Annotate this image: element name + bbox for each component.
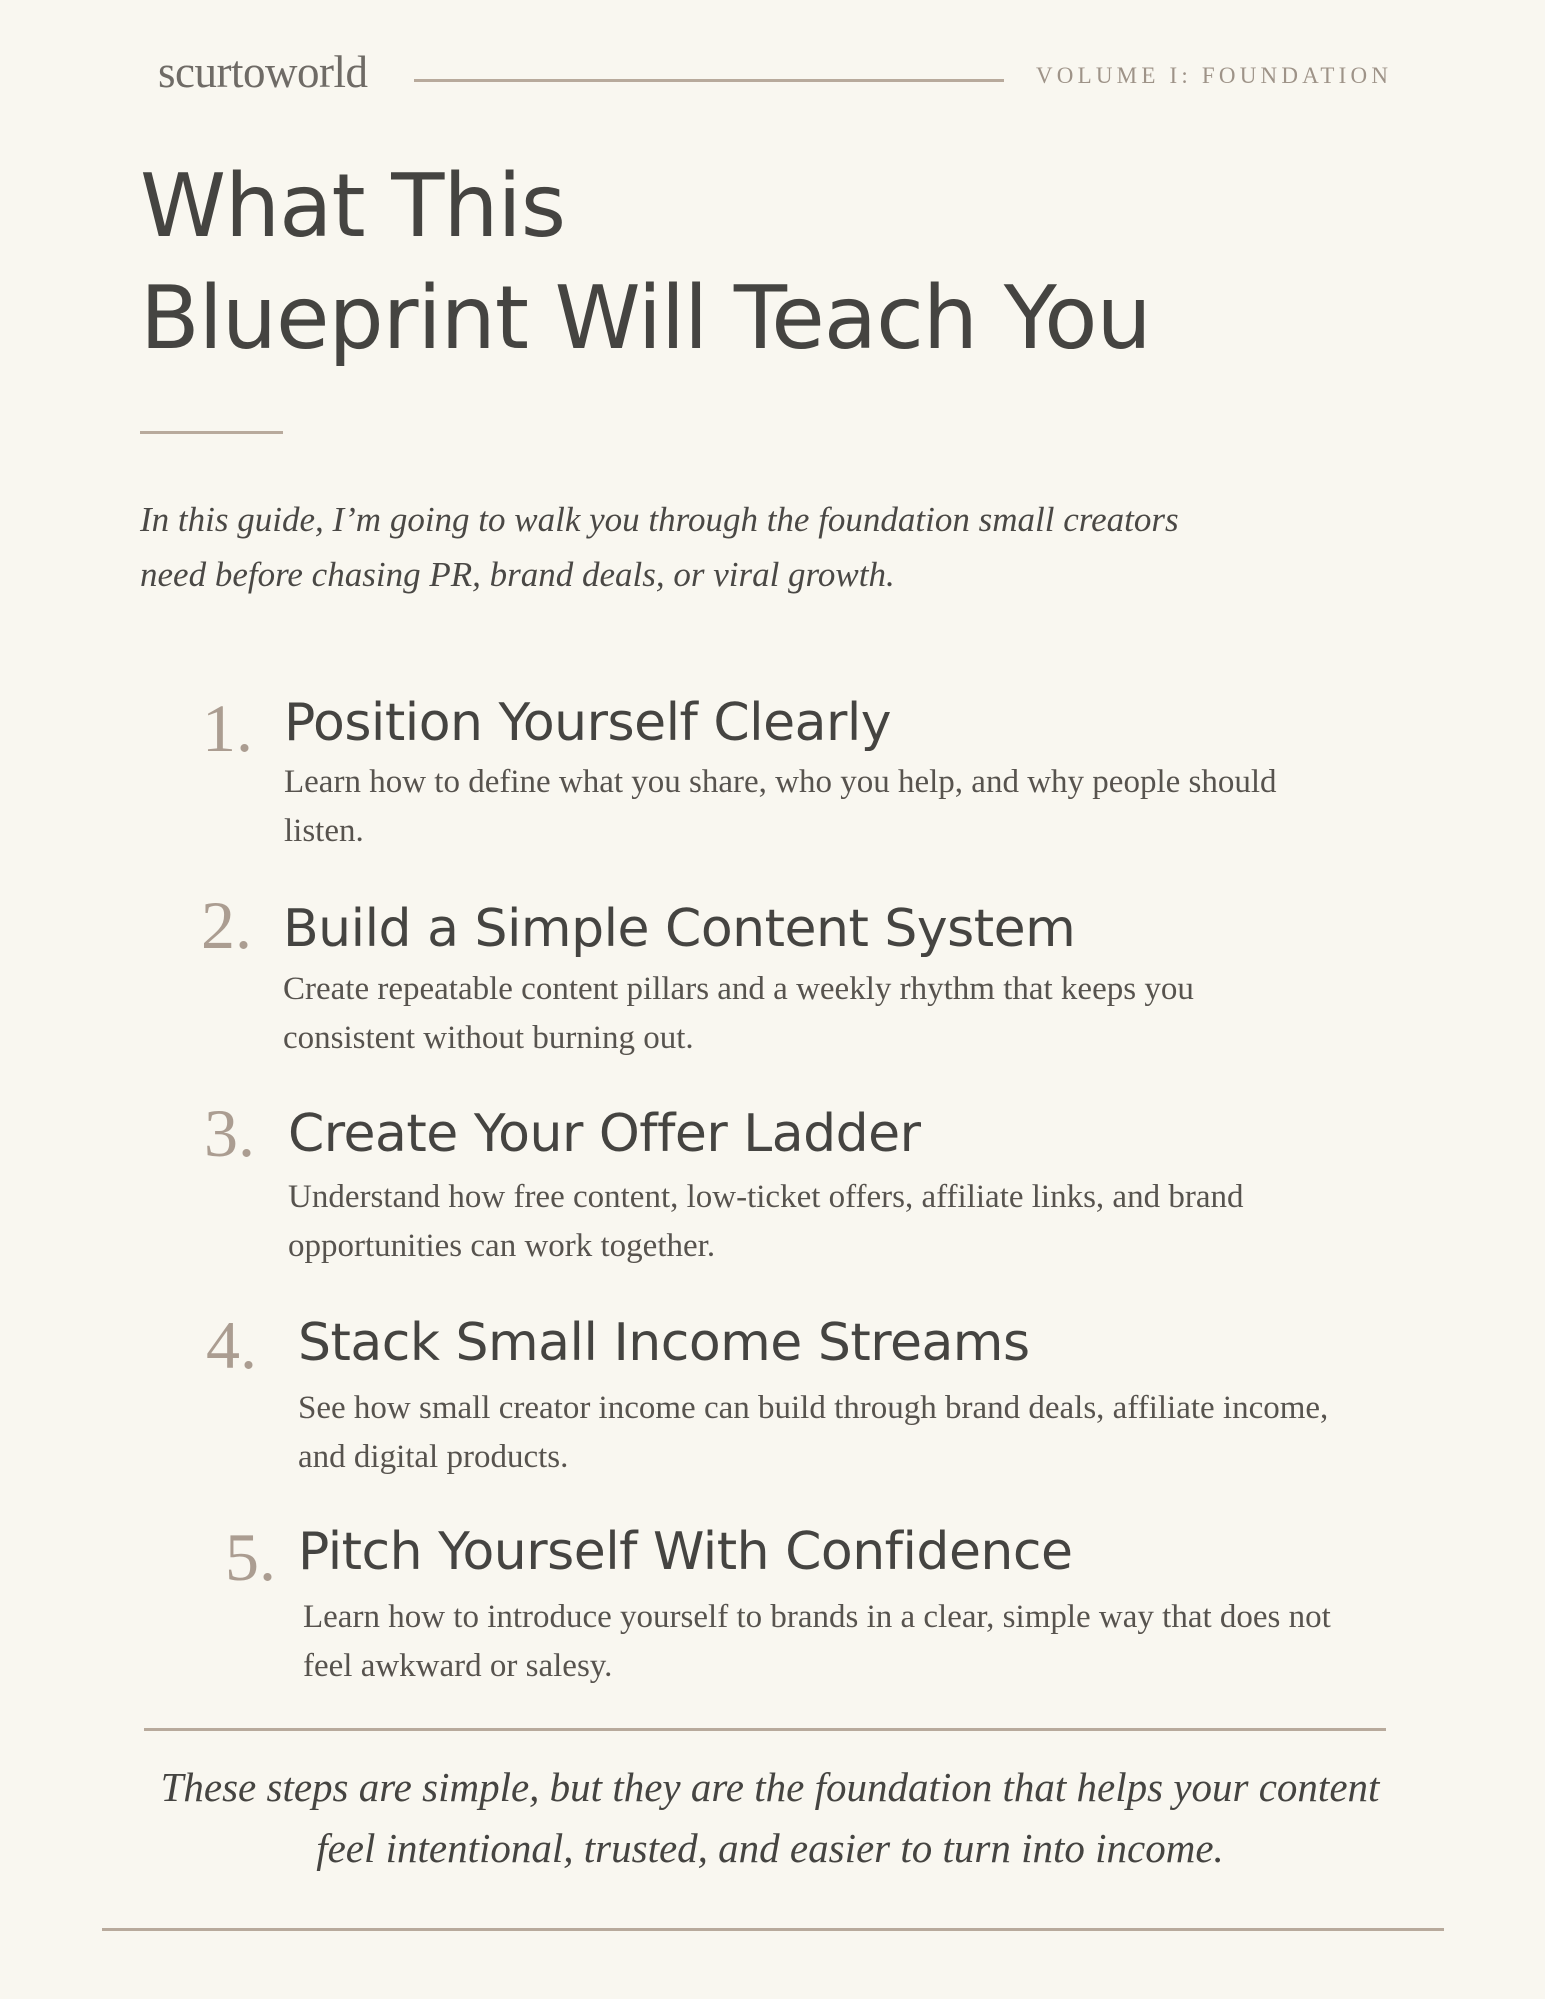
step-number: 1. [202,690,253,766]
step-title: Build a Simple Content System [283,899,1076,959]
brand-wordmark: scurtoworld [158,47,368,97]
step-description: Understand how free content, low-ticket offers, affiliate links, and brand opportunities can work together. [288,1179,1244,1264]
page-title [140,150,1151,374]
page-title-line-2: Blueprint Will Teach You [140,267,1151,369]
step-number: 2. [201,887,252,963]
step-number: 5. [225,1519,276,1595]
closing-divider-top [144,1728,1386,1731]
page-title-line-1: What This [140,155,566,257]
title-divider [140,431,283,434]
intro-paragraph: In this guide, I’m going to walk you through the foundation small creators need before chasing PR, brand deals, or viral growth. [140,500,1179,594]
step-title: Create Your Offer Ladder [288,1104,921,1164]
closing-statement: These steps are simple, but they are the foundation that helps your content feel intentional, trusted, and easier to turn into income. [160,1764,1380,1871]
header-divider [414,79,1004,82]
step-description: Learn how to introduce yourself to brands in a clear, simple way that does not feel awkward or salesy. [303,1599,1331,1684]
step-description: See how small creator income can build through brand deals, affiliate income, and digital products. [298,1390,1329,1475]
step-description: Create repeatable content pillars and a weekly rhythm that keeps you consistent without burning out. [283,971,1194,1056]
step-title: Pitch Yourself With Confidence [298,1522,1073,1582]
closing-divider-bottom [102,1928,1444,1931]
step-title: Stack Small Income Streams [298,1313,1030,1373]
step-number: 3. [204,1095,255,1171]
volume-label: VOLUME I: FOUNDATION [1036,63,1393,88]
step-title: Position Yourself Clearly [284,693,892,753]
step-description: Learn how to define what you share, who you help, and why people should listen. [284,764,1277,849]
step-number: 4. [206,1307,257,1383]
